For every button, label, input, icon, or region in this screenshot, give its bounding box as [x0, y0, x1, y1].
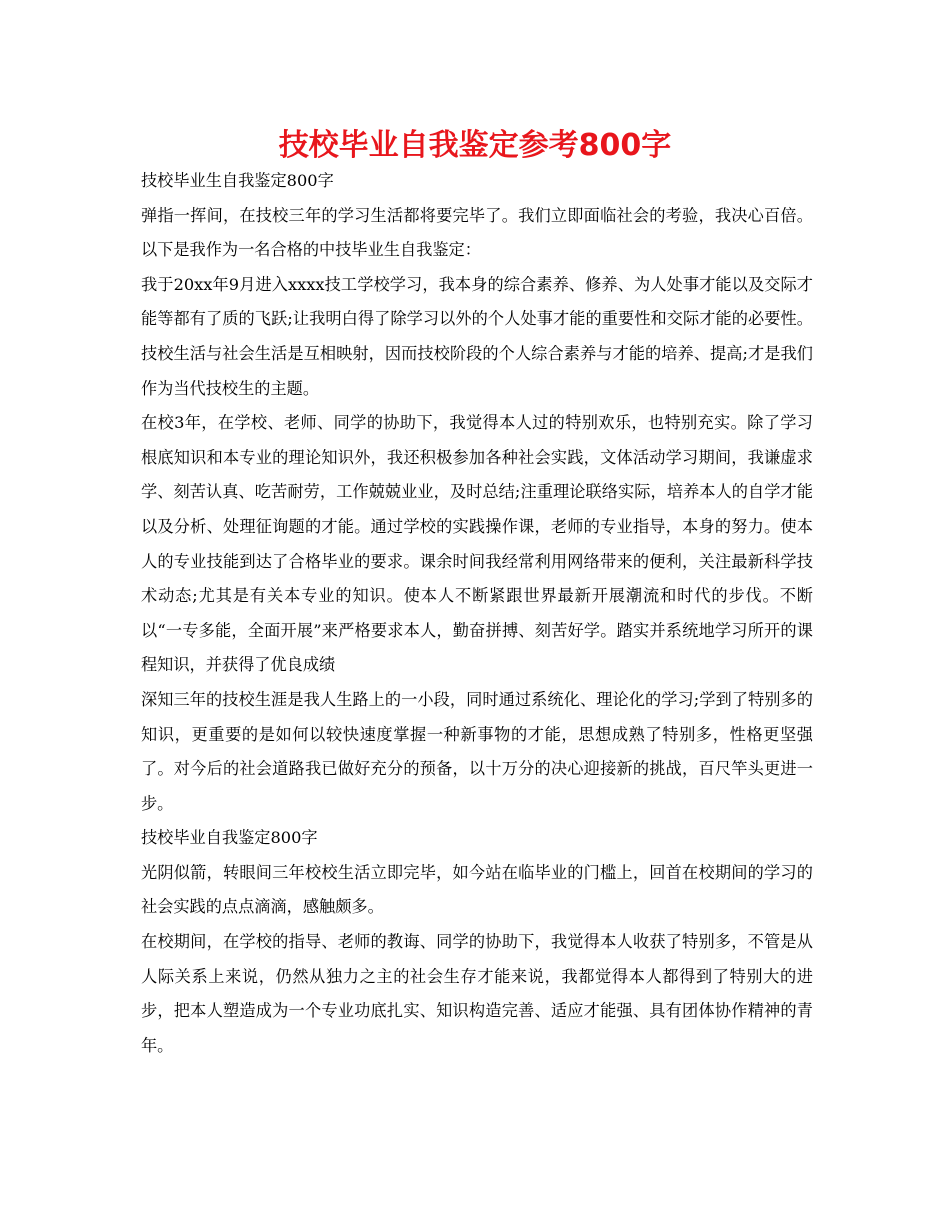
paragraph-school-entry: 我于20xx年9月进入xxxx技工学校学习，我本身的综合素养、修养、为人处事才能以及交际才能等都有了质的飞跃;让我明白得了除学习以外的个人处事才能的重要性和交际才能的必要性。技校生活与社会生活是互相映射，因而技校阶段的个人综合素养与才能的培养、提高;才是我们作为当代技校生的主题。 [141, 274, 813, 398]
paragraph-time-flies: 光阴似箭，转眼间三年校校生活立即完毕，如今站在临毕业的门槛上，回首在校期间的学习的社会实践的点点滴滴，感触颇多。 [141, 862, 813, 917]
section-heading-1: 技校毕业生自我鉴定800字 [141, 171, 334, 190]
section-heading-2: 技校毕业自我鉴定800字 [141, 828, 318, 848]
document-body [141, 164, 813, 1063]
paragraph-intro: 弹指一挥间，在技校三年的学习生活都将要完毕了。我们立即面临社会的考验，我决心百倍。以下是我作为一名合格的中技毕业生自我鉴定： [141, 205, 813, 260]
paragraph-progress: 在校期间，在学校的指导、老师的教诲、同学的协助下，我觉得本人收获了特别多，不管是从人际关系上来说，仍然从独力之主的社会生存才能来说，我都觉得本人都得到了特别大的进步，把本人塑造成为一个专业功底扎实、知识构造完善、适应才能强、具有团体协作精神的青年。 [141, 932, 813, 1055]
paragraph-three-years: 在校3年，在学校、老师、同学的协助下，我觉得本人过的特别欢乐，也特别充实。除了学习根底知识和本专业的理论知识外，我还积极参加各种社会实践，文体活动学习期间，我谦虚求学、刻苦认真、吃苦耐劳，工作兢兢业业，及时总结;注重理论联络实际，培养本人的自学才能以及分析、处理征询题的才能。通过学校的实践操作课，老师的专业指导，本身的努力。使本人的专业技能到达了合格毕业的要求。课余时间我经常利用网络带来的便利，关注最新科学技术动态;尤其是有关本专业的知识。使本人不断紧跟世界最新开展潮流和时代的步伐。不断以“一专多能，全面开展”来严格要求本人，勤奋拼搏、刻苦好学。踏实并系统地学习所开的课程知识，并获得了优良成绩 [141, 413, 813, 675]
paragraph-conclusion: 深知三年的技校生涯是我人生路上的一小段，同时通过系统化、理论化的学习;学到了特别多的知识，更重要的是如何以较快速度掌握一种新事物的才能，思想成熟了特别多，性格更坚强了。对今后的社会道路我已做好充分的预备，以十万分的决心迎接新的挑战，百尺竿头更进一步。 [141, 689, 813, 813]
document-title: 技校毕业自我鉴定参考800字 [278, 128, 672, 163]
